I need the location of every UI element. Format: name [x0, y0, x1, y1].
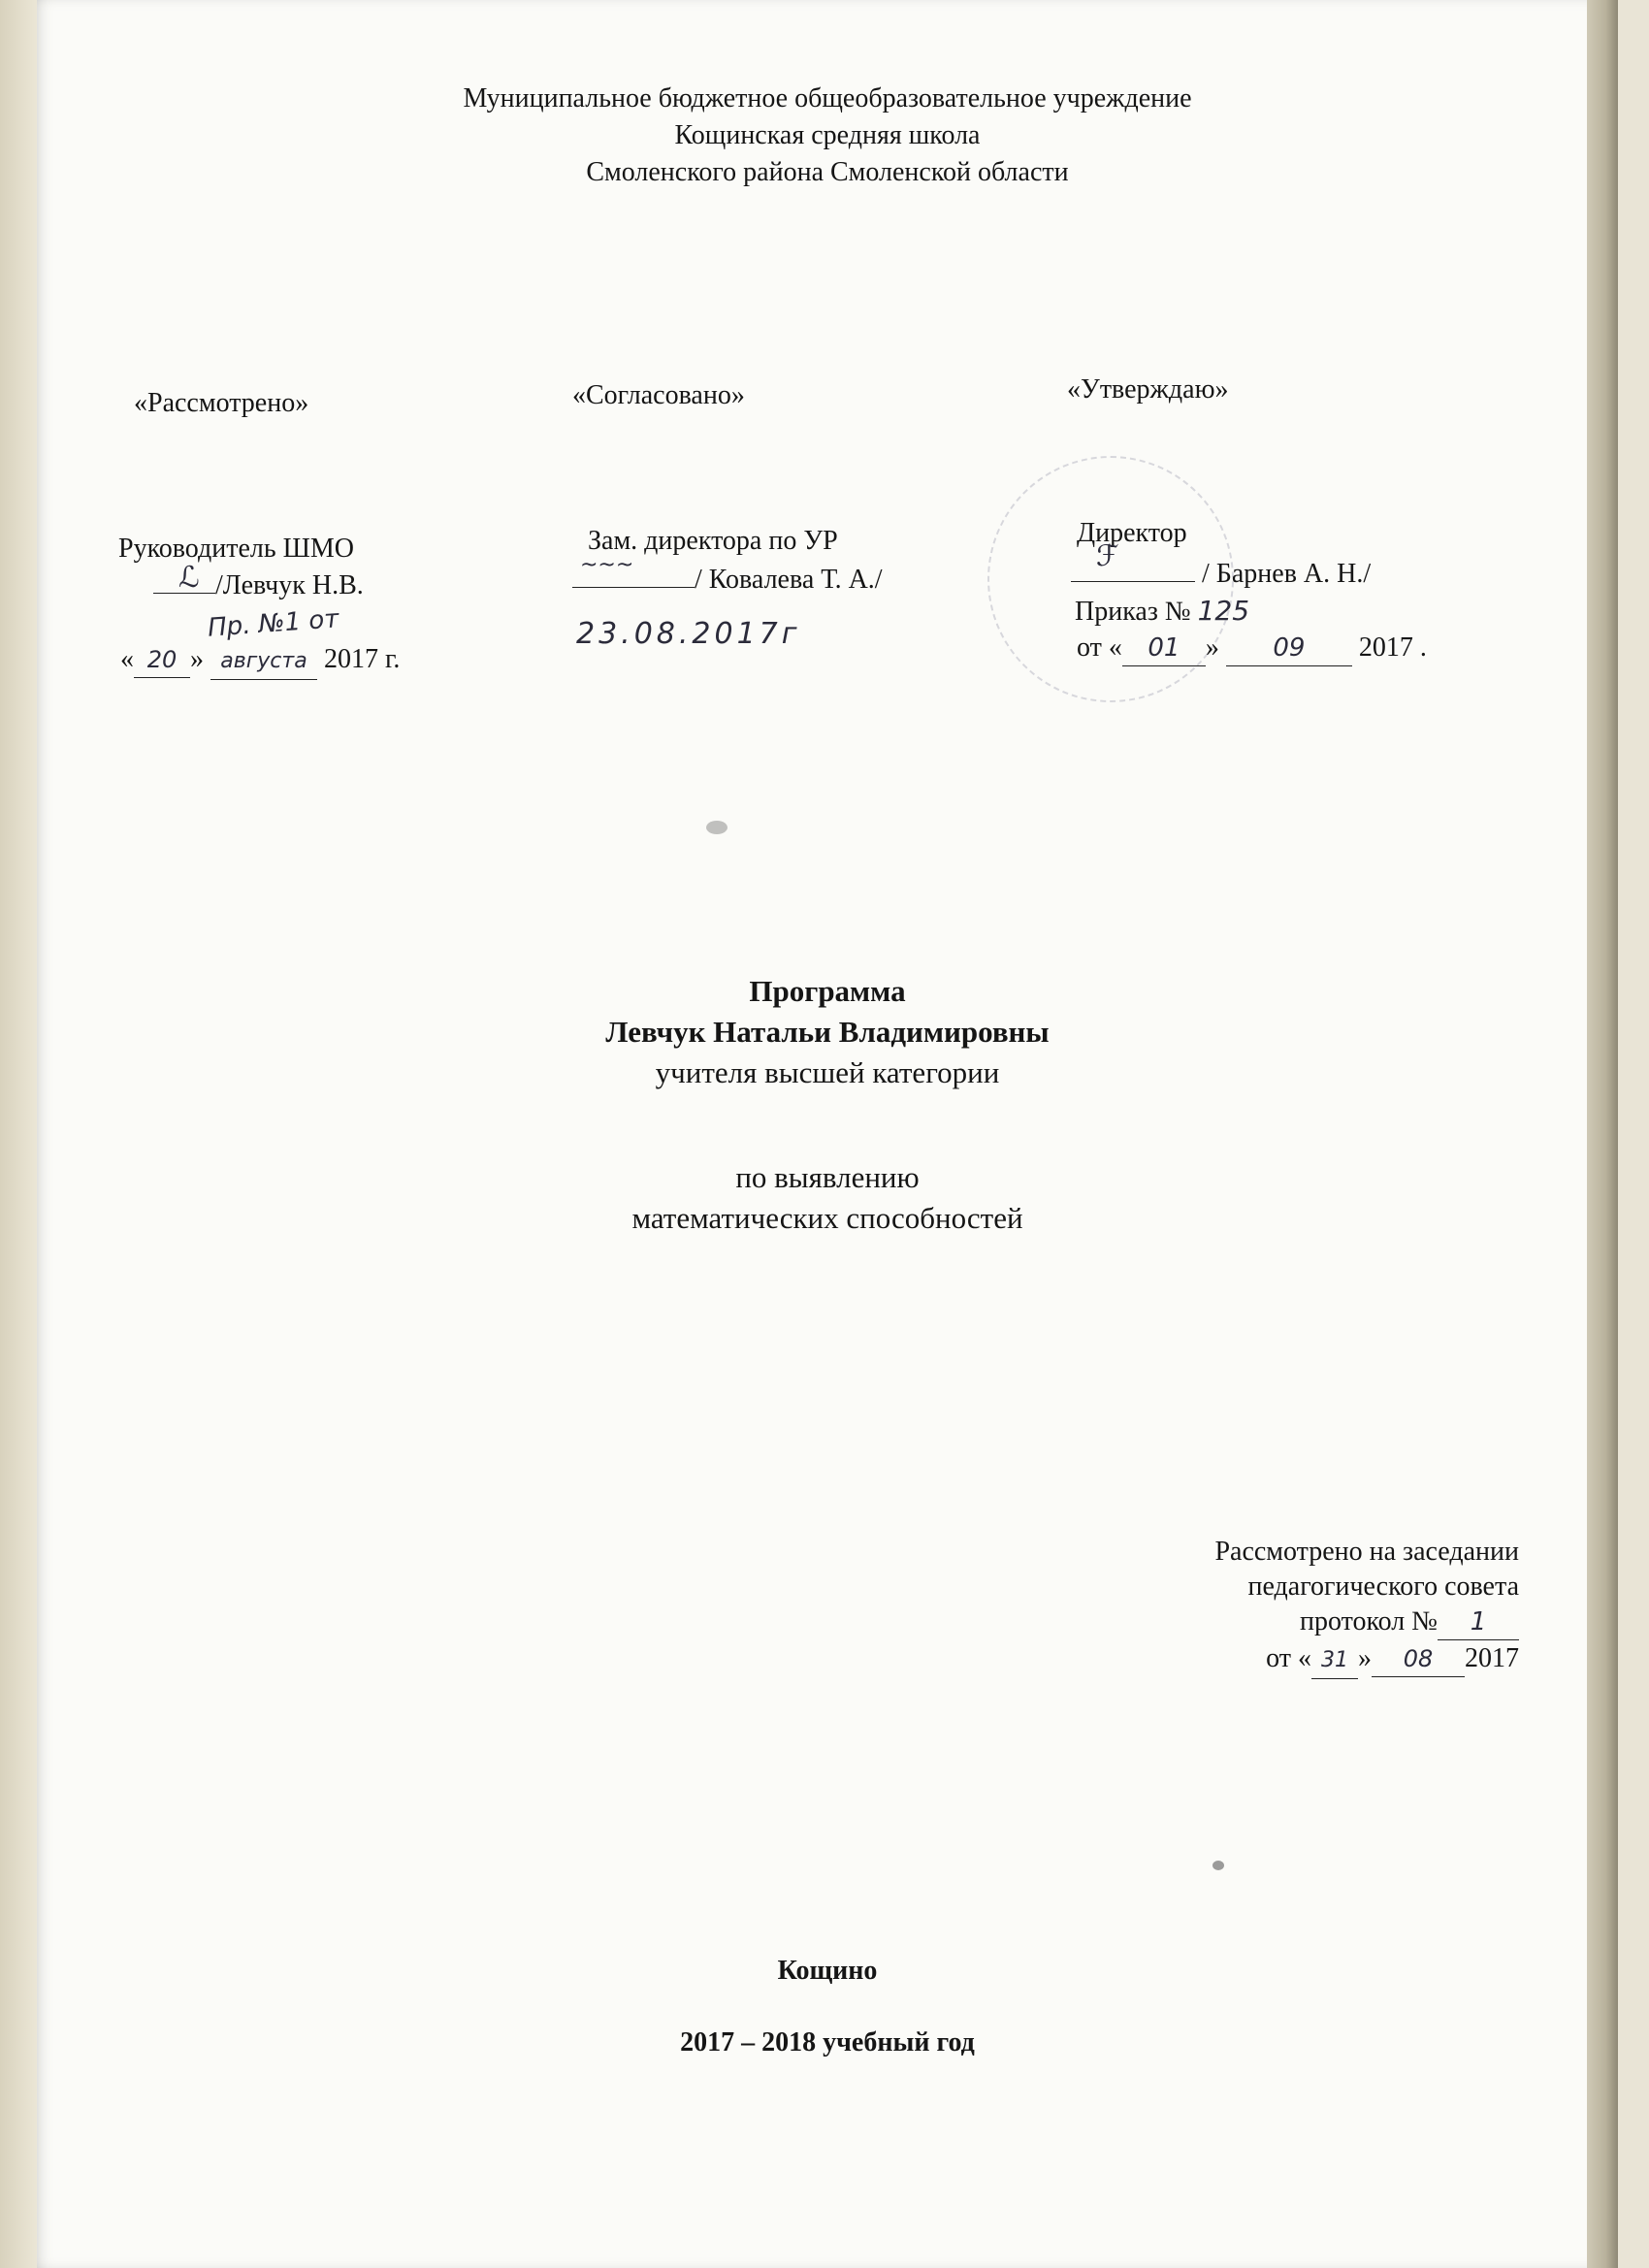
school-type: Муниципальное бюджетное общеобразовательное учреждение [463, 83, 1192, 113]
approved-month-handwritten: 09 [1273, 633, 1306, 663]
council-day-handwritten: 31 [1321, 1648, 1348, 1672]
scan-right-edge [1587, 0, 1618, 2268]
reviewed-role: Руководитель ШМО [118, 534, 354, 564]
approved-name: / Барнев А. Н./ [1202, 559, 1372, 589]
agreed-signature: ~~~ [580, 553, 634, 577]
reviewed-heading: «Рассмотрено» [134, 388, 309, 418]
reviewed-protocol-handwritten: Пр. №1 от [207, 604, 340, 643]
title-teacher-name: Левчук Натальи Владимировны [605, 1015, 1050, 1049]
approved-order: Приказ № 125 [1075, 595, 1250, 627]
council-protocol: протокол № 1 [1300, 1604, 1519, 1640]
footer-place: Кощино [777, 1956, 878, 1986]
approved-date: от « 01 » 09 2017 . [1077, 631, 1427, 666]
school-region: Смоленского района Смоленской области [586, 157, 1069, 187]
council-line1: Рассмотрено на заседании [1214, 1537, 1519, 1567]
agreed-date-handwritten: 23.08.2017г [576, 617, 801, 651]
reviewed-signature: ℒ [178, 561, 200, 595]
approved-heading: «Утверждаю» [1067, 374, 1229, 405]
school-name: Кощинская средняя школа [674, 120, 981, 150]
council-line2: педагогического совета [1247, 1571, 1519, 1602]
scan-dot [1212, 1861, 1224, 1870]
reviewed-name: /Левчук Н.В. [215, 570, 364, 600]
approved-signature: ℱ [1096, 539, 1119, 573]
title-subject-line1: по выявлению [735, 1160, 920, 1194]
title-teacher-category: учителя высшей категории [655, 1055, 1000, 1089]
agreed-name: / Ковалева Т. А./ [695, 565, 883, 595]
approved-day-handwritten: 01 [1148, 633, 1180, 663]
reviewed-date: « 20 » августа 2017 г. [120, 642, 400, 680]
approved-role: Директор [1077, 518, 1187, 548]
document-page [37, 0, 1618, 2268]
footer-academic-year: 2017 – 2018 учебный год [680, 2027, 975, 2057]
agreed-heading: «Согласовано» [572, 380, 745, 410]
title-subject-line2: математических способностей [631, 1201, 1023, 1235]
approved-order-handwritten: 125 [1197, 595, 1250, 627]
council-month-handwritten: 08 [1403, 1645, 1434, 1672]
reviewed-day-handwritten: 20 [146, 646, 178, 673]
title-program: Программа [749, 974, 906, 1008]
council-date: от « 31 » 08 2017 [1266, 1641, 1519, 1679]
agreed-role: Зам. директора по УР [588, 526, 838, 556]
scan-smudge [706, 821, 728, 834]
scan-left-edge [0, 0, 37, 2268]
reviewed-month-handwritten: августа [220, 649, 307, 673]
council-protocol-handwritten: 1 [1470, 1607, 1487, 1636]
